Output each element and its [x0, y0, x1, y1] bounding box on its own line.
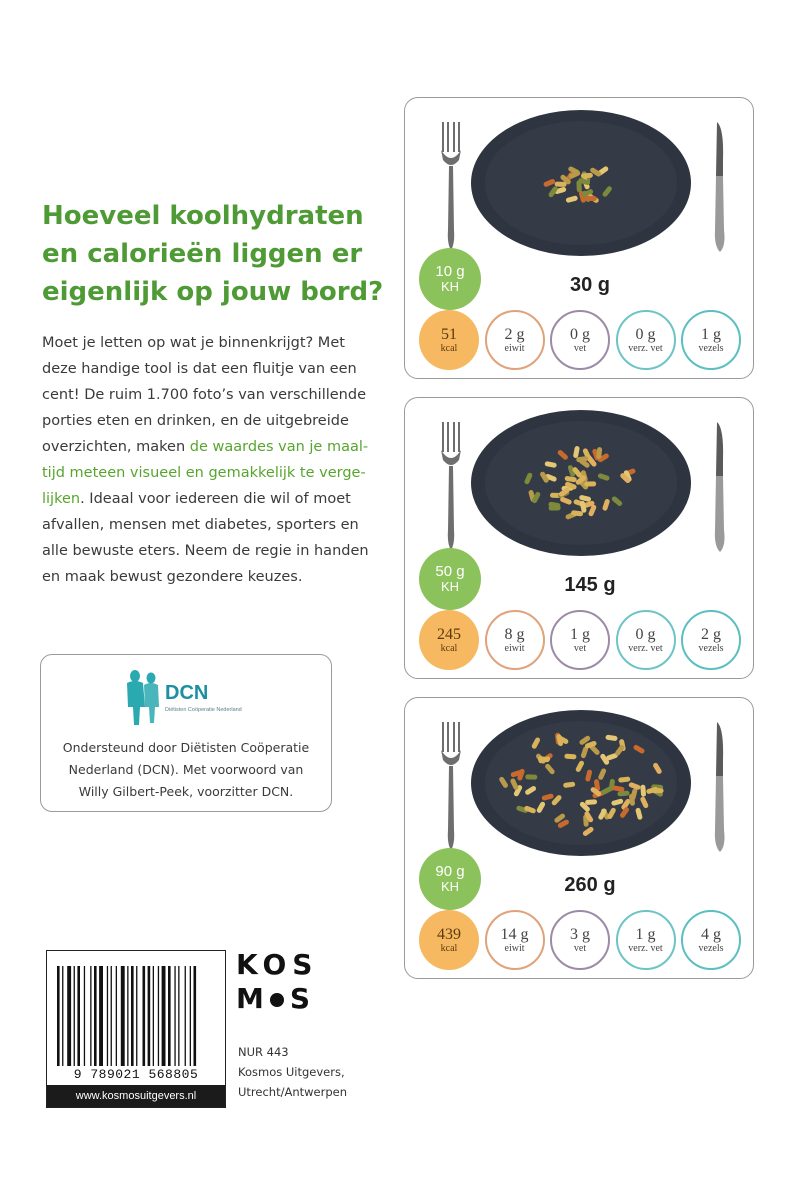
dcn-description: Ondersteund door Diëtisten Coöperatie Nederland (DCN). Met voorwoord van Willy Gilbert-Peek, voorzitter DCN. [62, 740, 310, 799]
website-url[interactable]: www.kosmosuitgevers.nl [47, 1085, 225, 1107]
fiber-badge: 1 g vezels [681, 310, 741, 370]
saturated-fat-badge: 0 g verz. vet [616, 610, 676, 670]
publisher-name: Kosmos Uitgevers, [238, 1065, 345, 1079]
nutrient-row [419, 310, 741, 372]
protein-badge: 14 g eiwit [485, 910, 545, 970]
portion-card [404, 397, 754, 679]
saturated-fat-badge: 1 g verz. vet [616, 910, 676, 970]
fat-badge: 3 g vet [550, 910, 610, 970]
kcal-badge: 439 kcal [419, 910, 479, 970]
headline-line: en calorieën liggen er [42, 239, 363, 269]
headline-line: eigenlijk op jouw bord? [42, 277, 384, 307]
intro-line: alle bewuste eters. Neem de regie in handen [42, 543, 369, 559]
intro-line: afvallen, mensen met diabetes, sporters en [42, 517, 359, 533]
fork-icon [439, 720, 463, 852]
dot-icon [270, 993, 284, 1007]
protein-badge: 2 g eiwit [485, 310, 545, 370]
kcal-badge: 51 kcal [419, 310, 479, 370]
plate-image [469, 408, 693, 558]
nutrient-row [419, 610, 741, 672]
intro-paragraph [42, 330, 402, 590]
highlight-text: tijd meteen visueel en gemakkelijk te verge- [42, 465, 366, 481]
headline [42, 197, 392, 311]
nutrient-row [419, 910, 741, 972]
carbohydrates-badge: 50 g KH [419, 548, 481, 610]
dcn-endorsement-box [40, 654, 332, 812]
barcode-box [46, 950, 226, 1108]
nur-code: NUR 443 [238, 1045, 289, 1059]
plate-image [469, 708, 693, 858]
intro-line: cent! De ruim 1.700 foto’s van verschillende [42, 387, 366, 403]
intro-line: Moet je letten op wat je binnenkrijgt? Met [42, 335, 345, 351]
svg-text:Diëtisten Coöperatie Nederland: Diëtisten Coöperatie Nederland [165, 707, 242, 713]
dcn-logo [123, 667, 253, 729]
portion-weight: 260 g [564, 874, 616, 896]
fiber-badge: 2 g vezels [681, 610, 741, 670]
knife-icon [709, 420, 729, 554]
portion-card [404, 97, 754, 379]
intro-line: en maak bewust gezondere keuzes. [42, 569, 303, 585]
publisher-location: Utrecht/Antwerpen [238, 1085, 348, 1099]
kosmos-logo [236, 948, 332, 1018]
headline-line: Hoeveel koolhydraten [42, 201, 364, 231]
fork-icon [439, 420, 463, 552]
intro-line: lijken. Ideaal voor iedereen die wil of moet [42, 491, 351, 507]
kosmos-logo-line: M S [236, 982, 317, 1015]
protein-badge: 8 g eiwit [485, 610, 545, 670]
fiber-badge: 4 g vezels [681, 910, 741, 970]
barcode-icon [55, 963, 217, 1073]
carbohydrates-badge: 90 g KH [419, 848, 481, 910]
kosmos-logo-line: KOS [236, 948, 319, 981]
isbn-number: 9 789021 568805 [73, 1067, 199, 1082]
svg-text:DCN: DCN [165, 682, 209, 704]
highlight-text: lijken [42, 491, 81, 507]
saturated-fat-badge: 0 g verz. vet [616, 310, 676, 370]
intro-line [42, 460, 402, 486]
intro-line: deze handige tool is dat een fluitje van een [42, 361, 357, 377]
kcal-badge: 245 kcal [419, 610, 479, 670]
knife-icon [709, 720, 729, 854]
fat-badge: 0 g vet [550, 310, 610, 370]
carbohydrates-badge: 10 g KH [419, 248, 481, 310]
portion-weight: 30 g [569, 274, 611, 296]
fork-icon [439, 120, 463, 252]
portion-weight: 145 g [564, 574, 616, 596]
plate-image [469, 108, 693, 258]
fat-badge: 1 g vet [550, 610, 610, 670]
portion-card [404, 697, 754, 979]
knife-icon [709, 120, 729, 254]
highlight-text: de waardes van je maal- [189, 439, 369, 455]
intro-line: overzichten, maken de waardes van je maal- [42, 439, 369, 455]
publisher-info [238, 1042, 398, 1102]
intro-line: porties eten en drinken, en de uitgebreide [42, 413, 349, 429]
